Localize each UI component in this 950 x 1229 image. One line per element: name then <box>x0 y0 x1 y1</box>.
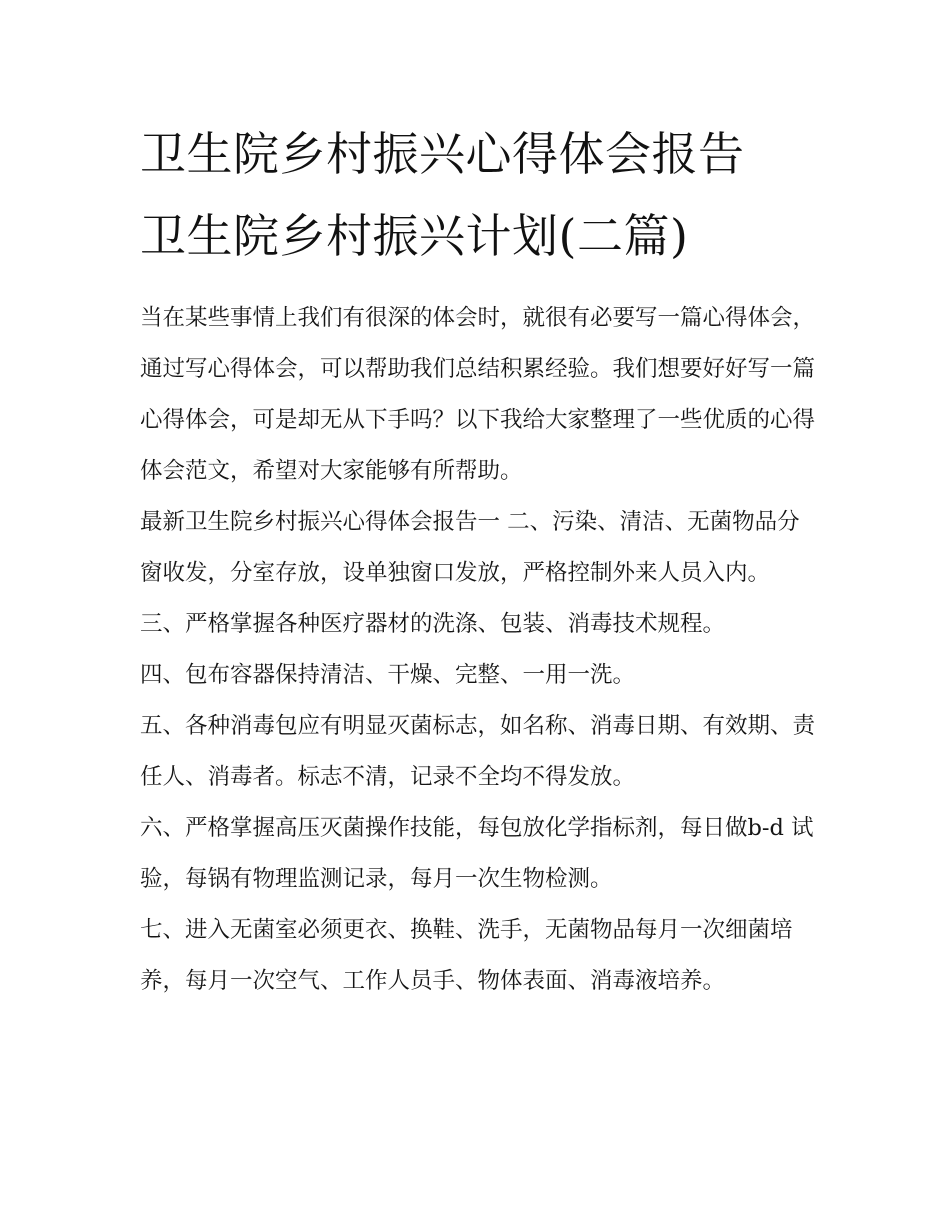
document-title <box>140 113 820 277</box>
rule-paragraph-5: 五、各种消毒包应有明显灭菌标志，如名称、消毒日期、有效期、责任人、消毒者。标志不清，记录不全均不得发放。 <box>140 713 816 790</box>
section-heading-paragraph: 最新卫生院乡村振兴心得体会报告一 二、污染、清洁、无菌物品分窗收发，分室存放，设单独窗口发放，严格控制外来人员入内。 <box>140 509 800 586</box>
rule-paragraph-3: 三、严格掌握各种医疗器材的洗涤、包装、消毒技术规程。 <box>140 611 726 637</box>
rule-paragraph-4: 四、包布容器保持清洁、干燥、完整、一用一洗。 <box>140 662 636 688</box>
intro-paragraph: 当在某些事情上我们有很深的体会时，就很有必要写一篇心得体会，通过写心得体会，可以帮助我们总结积累经验。我们想要好好写一篇心得体会，可是却无从下手吗？以下我给大家整理了一些优质的心得体会范文，希望对大家能够有所帮助。 <box>140 305 816 484</box>
rule-paragraph-7: 七、进入无菌室必须更衣、换鞋、洗手，无菌物品每月一次细菌培养，每月一次空气、工作人员手、物体表面、消毒液培养。 <box>140 917 793 994</box>
rule-paragraph-6: 六、严格掌握高压灭菌操作技能，每包放化学指标剂，每日做b-d 试验，每锅有物理监测记录，每月一次生物检测。 <box>140 815 814 892</box>
document-page <box>140 113 820 1007</box>
title-line-2: 卫生院乡村振兴计划(二篇) <box>140 209 689 263</box>
title-line-1: 卫生院乡村振兴心得体会报告 <box>140 127 745 181</box>
